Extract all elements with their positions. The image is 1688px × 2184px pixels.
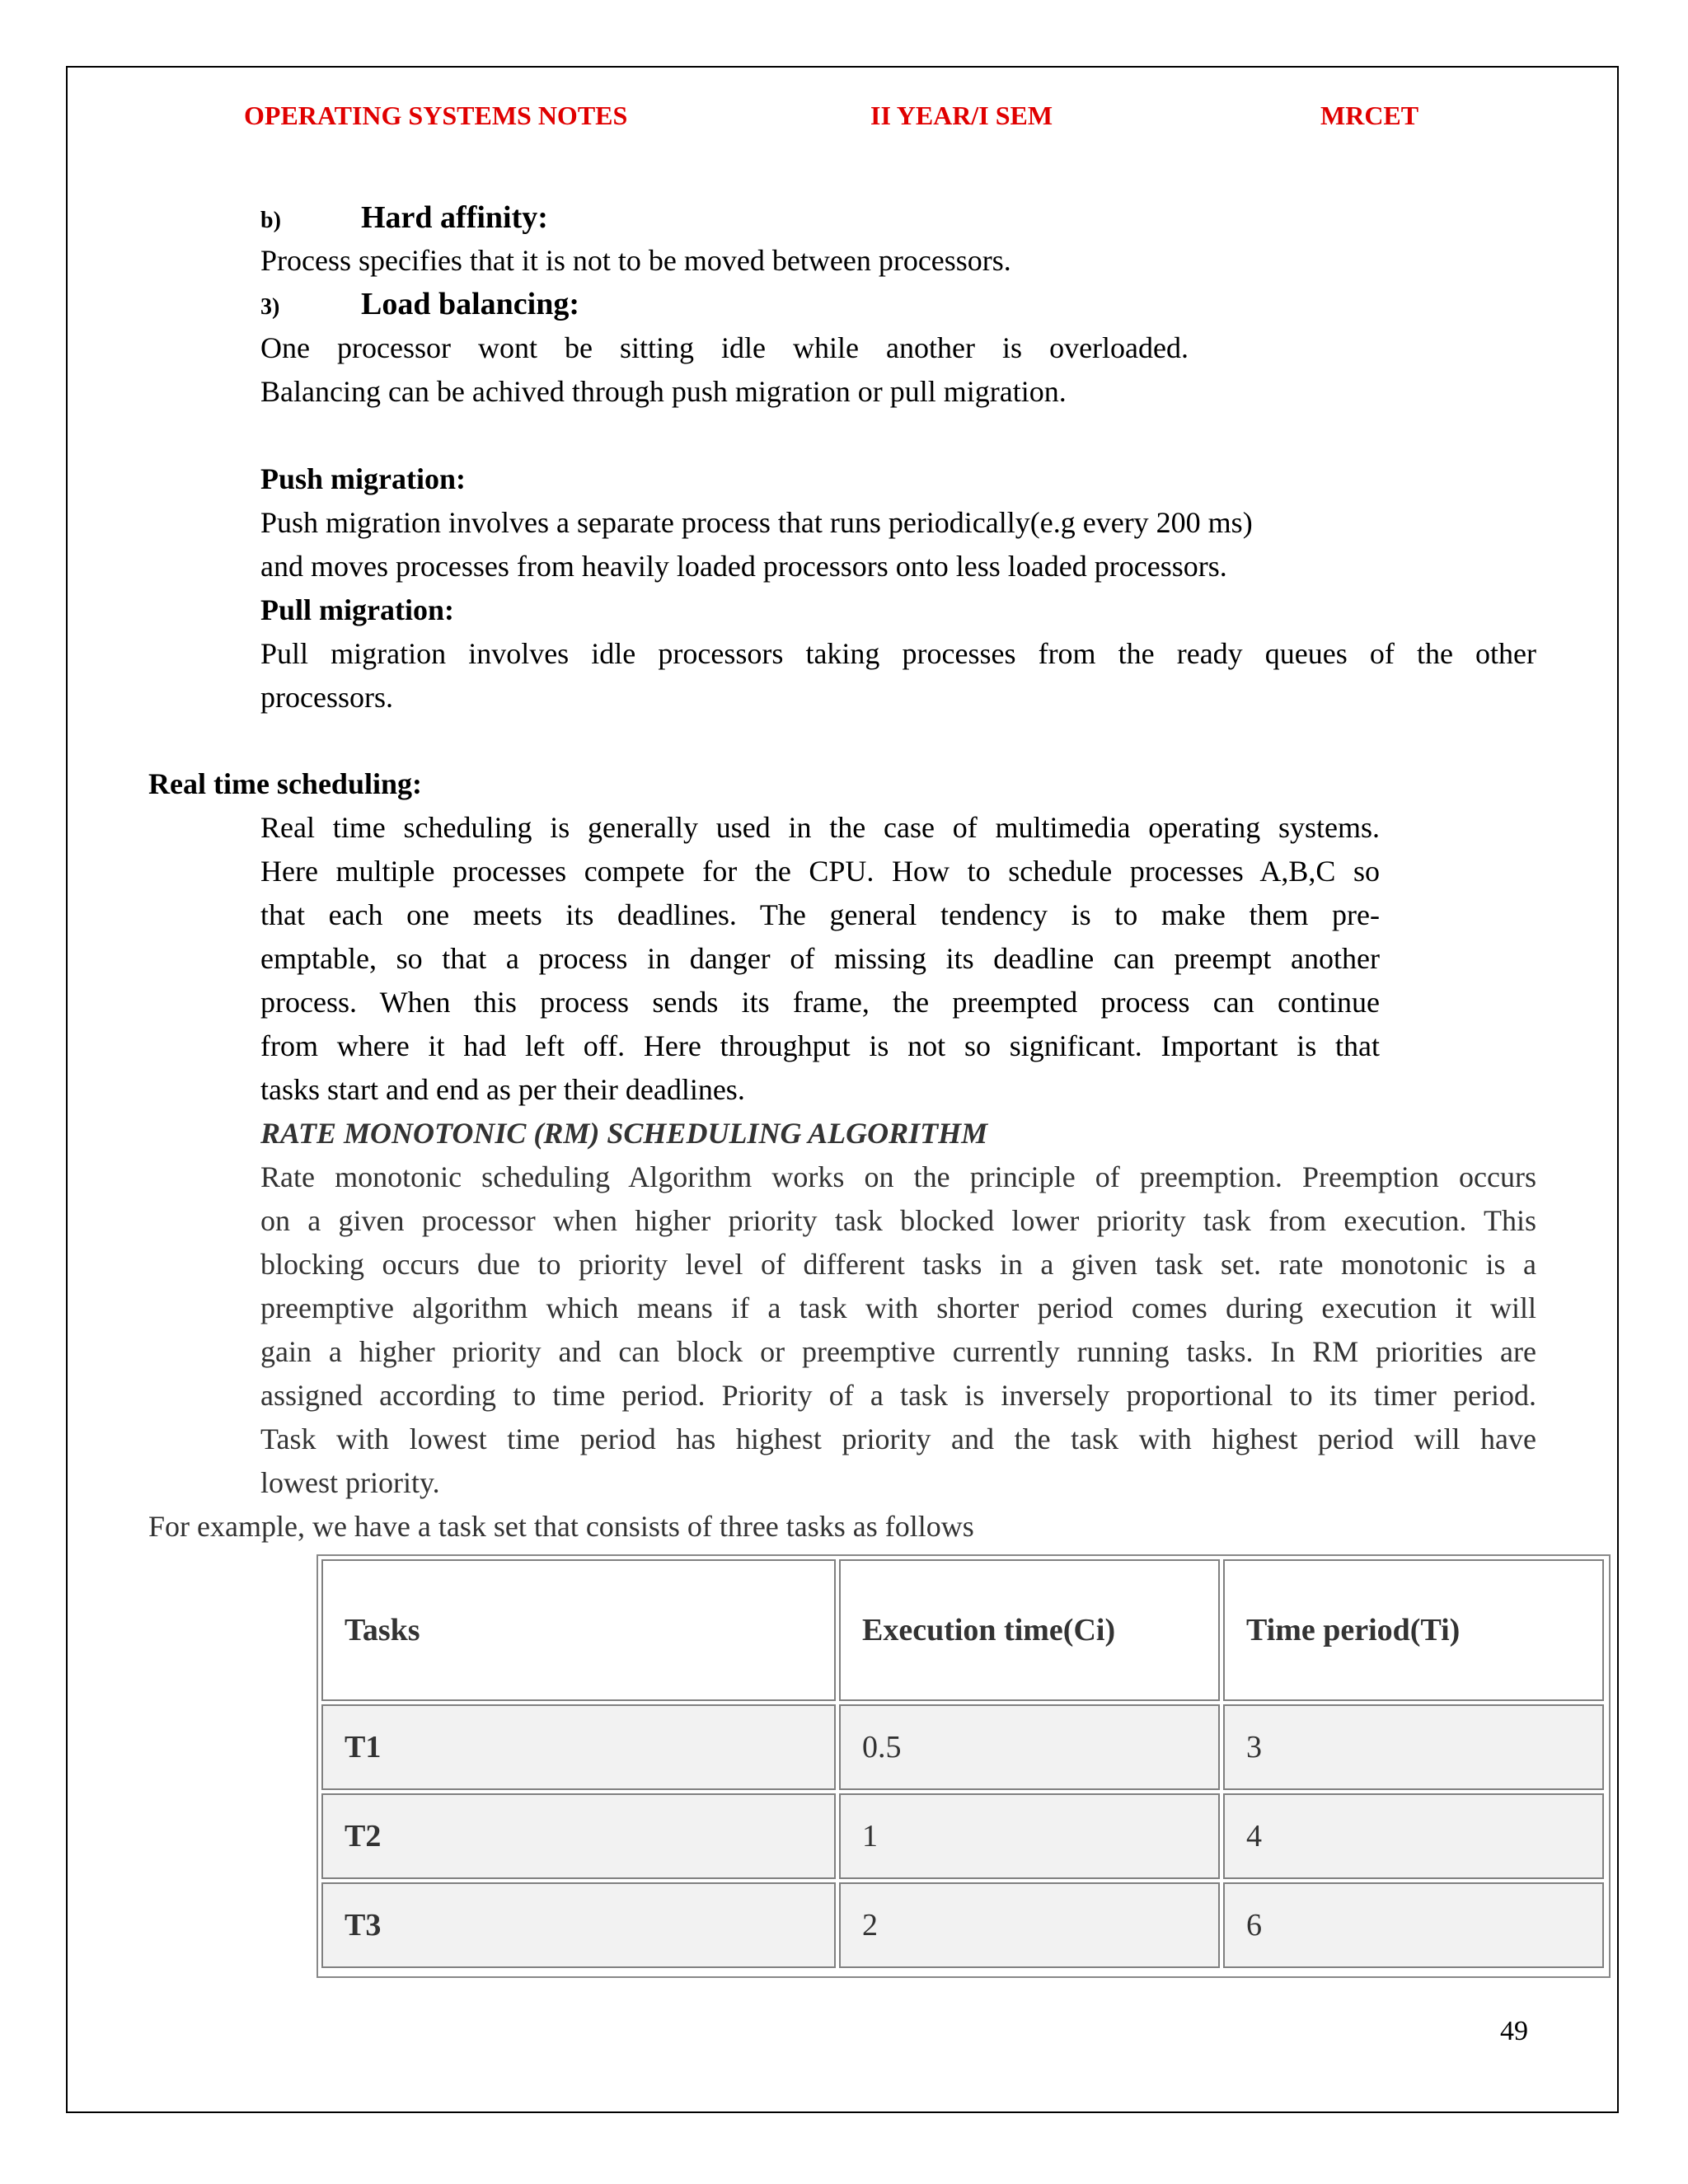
paragraph-line: Rate monotonic scheduling Algorithm works on the principle of preemption. Preemption occurs: [260, 1160, 1536, 1193]
paragraph-line: Process specifies that it is not to be moved between processors.: [260, 244, 1011, 277]
paragraph-line: that each one meets its deadlines. The general tendency is to make them pre-: [260, 898, 1380, 931]
section-heading: Push migration:: [260, 462, 467, 495]
paragraph-line: Task with lowest time period has highest priority and the task with highest period will have: [260, 1422, 1536, 1455]
header-course-title: OPERATING SYSTEMS NOTES: [244, 101, 628, 130]
paragraph-line: Real time scheduling is generally used in the case of multimedia operating systems.: [260, 811, 1380, 844]
paragraph-line: Push migration involves a separate process that runs periodically(e.g every 200 ms): [260, 506, 1253, 539]
table-header-cell: Execution time(Ci): [839, 1559, 1220, 1701]
table-cell: 2: [839, 1882, 1220, 1968]
paragraph-line: process. When this process sends its frame, the preempted process can continue: [260, 986, 1380, 1019]
table-cell: T2: [321, 1793, 836, 1879]
section-heading: Pull migration:: [260, 593, 454, 626]
page-number: 49: [1500, 2016, 1528, 2046]
paragraph-line: tasks start and end as per their deadlines.: [260, 1073, 745, 1106]
list-marker: b): [260, 208, 281, 233]
table-cell: 3: [1223, 1704, 1604, 1790]
table-cell: T3: [321, 1882, 836, 1968]
paragraph-line: assigned according to time period. Priority of a task is inversely proportional to its timer period.: [260, 1379, 1536, 1412]
table-cell: 1: [839, 1793, 1220, 1879]
list-marker: 3): [260, 294, 280, 320]
table-cell: T1: [321, 1704, 836, 1790]
section-heading: Real time scheduling:: [148, 767, 422, 800]
rm-algorithm-title: RATE MONOTONIC (RM) SCHEDULING ALGORITHM: [260, 1117, 988, 1150]
paragraph-line: on a given processor when higher priority task blocked lower priority task from execution. This: [260, 1204, 1536, 1237]
paragraph-line: and moves processes from heavily loaded processors onto less loaded processors.: [260, 550, 1227, 583]
paragraph-line: blocking occurs due to priority level of different tasks in a given task set. rate monotonic is a: [260, 1248, 1536, 1281]
table-header-cell: Tasks: [321, 1559, 836, 1701]
hard-affinity-heading-line: [260, 196, 548, 242]
table-cell: 4: [1223, 1793, 1604, 1879]
paragraph-line: processors.: [260, 681, 393, 714]
paragraph-line: lowest priority.: [260, 1466, 440, 1499]
paragraph-line: gain a higher priority and can block or preemptive currently running tasks. In RM priorities are: [260, 1335, 1536, 1368]
table-cell: 0.5: [839, 1704, 1220, 1790]
load-balancing-heading-line: [260, 283, 579, 329]
paragraph-line: preemptive algorithm which means if a task with shorter period comes during execution it will: [260, 1291, 1536, 1324]
section-heading: Hard affinity:: [361, 200, 548, 235]
paragraph-line: from where it had left off. Here throughput is not so significant. Important is that: [260, 1029, 1380, 1062]
table-cell: 6: [1223, 1882, 1604, 1968]
table-header-cell: Time period(Ti): [1223, 1559, 1604, 1701]
paragraph-line: emptable, so that a process in danger of missing its deadline can preempt another: [260, 942, 1380, 975]
section-heading: Load balancing:: [361, 287, 580, 321]
header-year-sem: II YEAR/I SEM: [870, 101, 1053, 130]
paragraph-line: Here multiple processes compete for the CPU. How to schedule processes A,B,C so: [260, 855, 1380, 888]
example-intro: For example, we have a task set that consists of three tasks as follows: [148, 1510, 974, 1543]
paragraph-line: Balancing can be achived through push migration or pull migration.: [260, 375, 1067, 408]
paragraph-line: Pull migration involves idle processors taking processes from the ready queues of the other: [260, 637, 1536, 670]
header-institution: MRCET: [1320, 101, 1419, 130]
paragraph-line: One processor wont be sitting idle while another is overloaded.: [260, 331, 1189, 364]
